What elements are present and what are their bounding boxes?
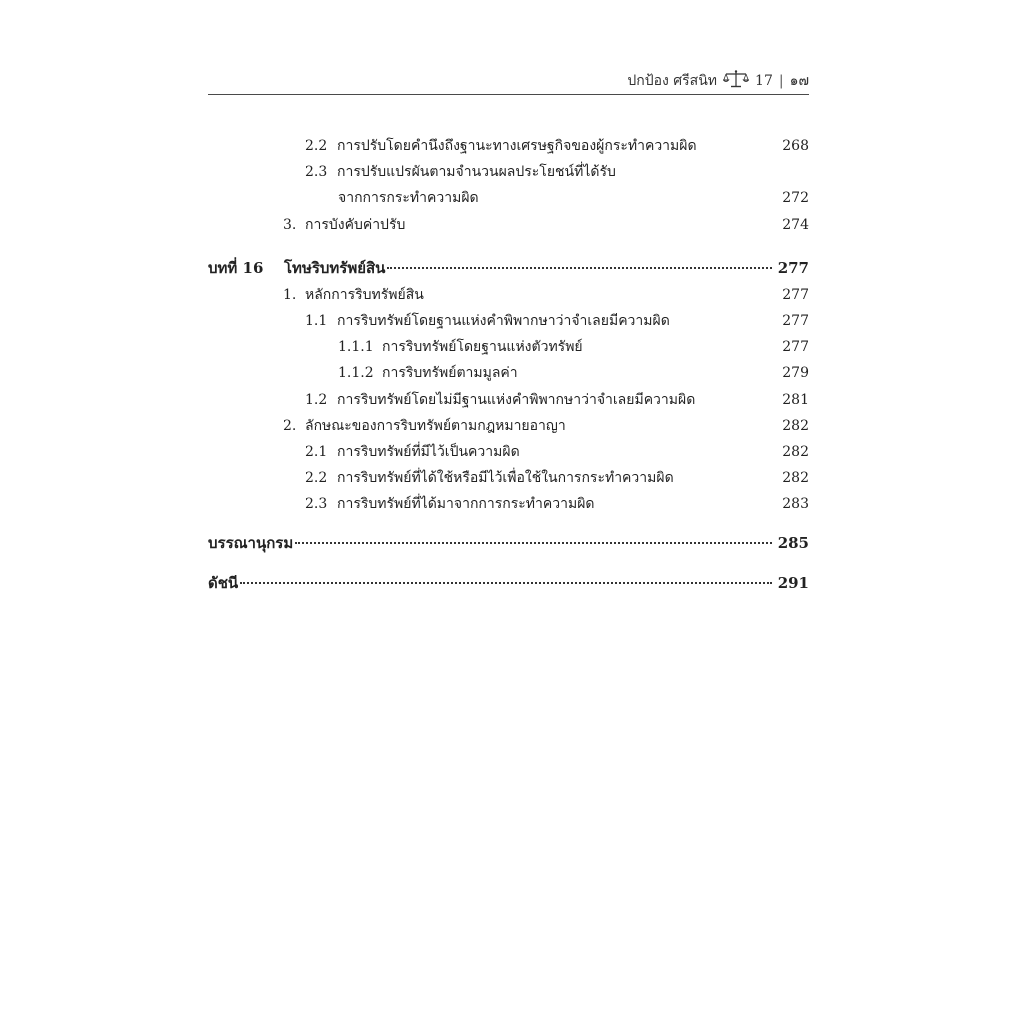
toc-entry-title: การริบทรัพย์ตามมูลค่า [382, 365, 518, 382]
toc-entry-page: 268 [782, 138, 809, 154]
toc-entry-number: 2.3 [305, 496, 328, 513]
toc-entry [208, 413, 809, 439]
toc-entry-number: 1.1 [305, 312, 328, 329]
bibliography-page: 285 [777, 534, 809, 553]
toc-entry-page: 282 [782, 470, 809, 487]
toc-entry-title: การริบทรัพย์ที่มีไว้เป็นความผิด [337, 443, 520, 460]
index-title: ดัชนี [208, 574, 239, 593]
toc-entry [208, 308, 809, 334]
toc-entry-title: การริบทรัพย์โดยฐานแห่งตัวทรัพย์ [382, 339, 583, 356]
toc-entry-title: การริบทรัพย์ที่ได้มาจากการกระทำความผิด [337, 496, 595, 513]
bibliography-title: บรรณานุกรม [208, 534, 294, 553]
toc-entry-number: 1. [283, 286, 297, 303]
toc-entry-title: การปรับโดยคำนึงถึงฐานะทางเศรษฐกิจของผู้กระทำความผิด [337, 138, 697, 154]
toc-entry-continuation [208, 185, 809, 211]
dot-leader [240, 582, 772, 584]
header-content [627, 69, 809, 89]
toc-entry [208, 439, 809, 465]
scales-of-justice-icon [723, 69, 749, 89]
toc-entry-title: ลักษณะของการริบทรัพย์ตามกฎหมายอาญา [305, 417, 566, 434]
toc-entry [208, 360, 809, 386]
toc-entry-page: 274 [782, 216, 809, 233]
toc-entry [208, 133, 809, 159]
toc-entry-number: 1.1.2 [338, 365, 374, 382]
toc-entry-number: 2.3 [305, 164, 328, 181]
toc-entry-page: 277 [782, 339, 809, 356]
chapter-page: 277 [777, 258, 809, 277]
toc-entry [208, 491, 809, 517]
toc-entry-page: 281 [782, 391, 809, 408]
toc-entry-number: 2.1 [305, 443, 328, 460]
header-separator: | [778, 73, 784, 89]
toc-entry-page: 279 [782, 365, 809, 382]
toc-entry-title: การริบทรัพย์ที่ได้ใช้หรือมีไว้เพื่อใช้ในการกระทำความผิด [337, 470, 674, 487]
toc-entry-title: การริบทรัพย์โดยไม่มีฐานแห่งคำพิพากษาว่าจำเลยมีความผิด [337, 391, 696, 408]
page-header [208, 60, 809, 95]
toc-entry-title: การริบทรัพย์โดยฐานแห่งคำพิพากษาว่าจำเลยมีความผิด [337, 312, 670, 329]
dot-leader [295, 542, 771, 544]
toc-entry-number: 2.2 [305, 470, 328, 487]
toc-entry-title: หลักการริบทรัพย์สิน [305, 286, 424, 303]
toc-index [208, 569, 809, 597]
toc-chapter-16 [208, 254, 809, 282]
toc-entry-page: 277 [782, 312, 809, 329]
toc-entry-number: 1.2 [305, 391, 328, 408]
chapter-title: โทษริบทรัพย์สิน [284, 258, 386, 277]
toc-entry-number: 3. [283, 216, 297, 233]
header-page-number: 17 [755, 73, 773, 89]
header-author: ปกป้อง ศรีสนิท [627, 73, 718, 89]
toc-entry [208, 159, 809, 185]
toc-entry [208, 334, 809, 360]
toc-entry [208, 282, 809, 308]
toc-entry-page: 277 [782, 286, 809, 303]
toc-entry-number: 2.2 [305, 138, 328, 154]
toc-entry-title: จากการกระทำความผิด [338, 190, 479, 207]
toc-entry [208, 212, 809, 238]
toc-entry-number: 2. [283, 417, 297, 434]
toc-entry-title: การปรับแปรผันตามจำนวนผลประโยชน์ที่ได้รับ [337, 164, 616, 181]
index-page: 291 [777, 574, 809, 593]
toc-entry-page: 272 [782, 190, 809, 207]
toc-entry-page: 282 [782, 417, 809, 434]
toc-entry-page: 282 [782, 443, 809, 460]
toc-entry [208, 465, 809, 491]
toc-bibliography [208, 529, 809, 557]
toc-entry-number: 1.1.1 [338, 339, 374, 356]
header-page-number-thai: ๑๗ [789, 73, 809, 89]
dot-leader [387, 267, 771, 269]
chapter-label: บทที่ 16 [208, 258, 264, 277]
toc-entry-title: การบังคับค่าปรับ [305, 216, 406, 233]
toc-entry [208, 387, 809, 413]
table-of-contents [208, 133, 809, 597]
toc-entry-page: 283 [782, 496, 809, 513]
